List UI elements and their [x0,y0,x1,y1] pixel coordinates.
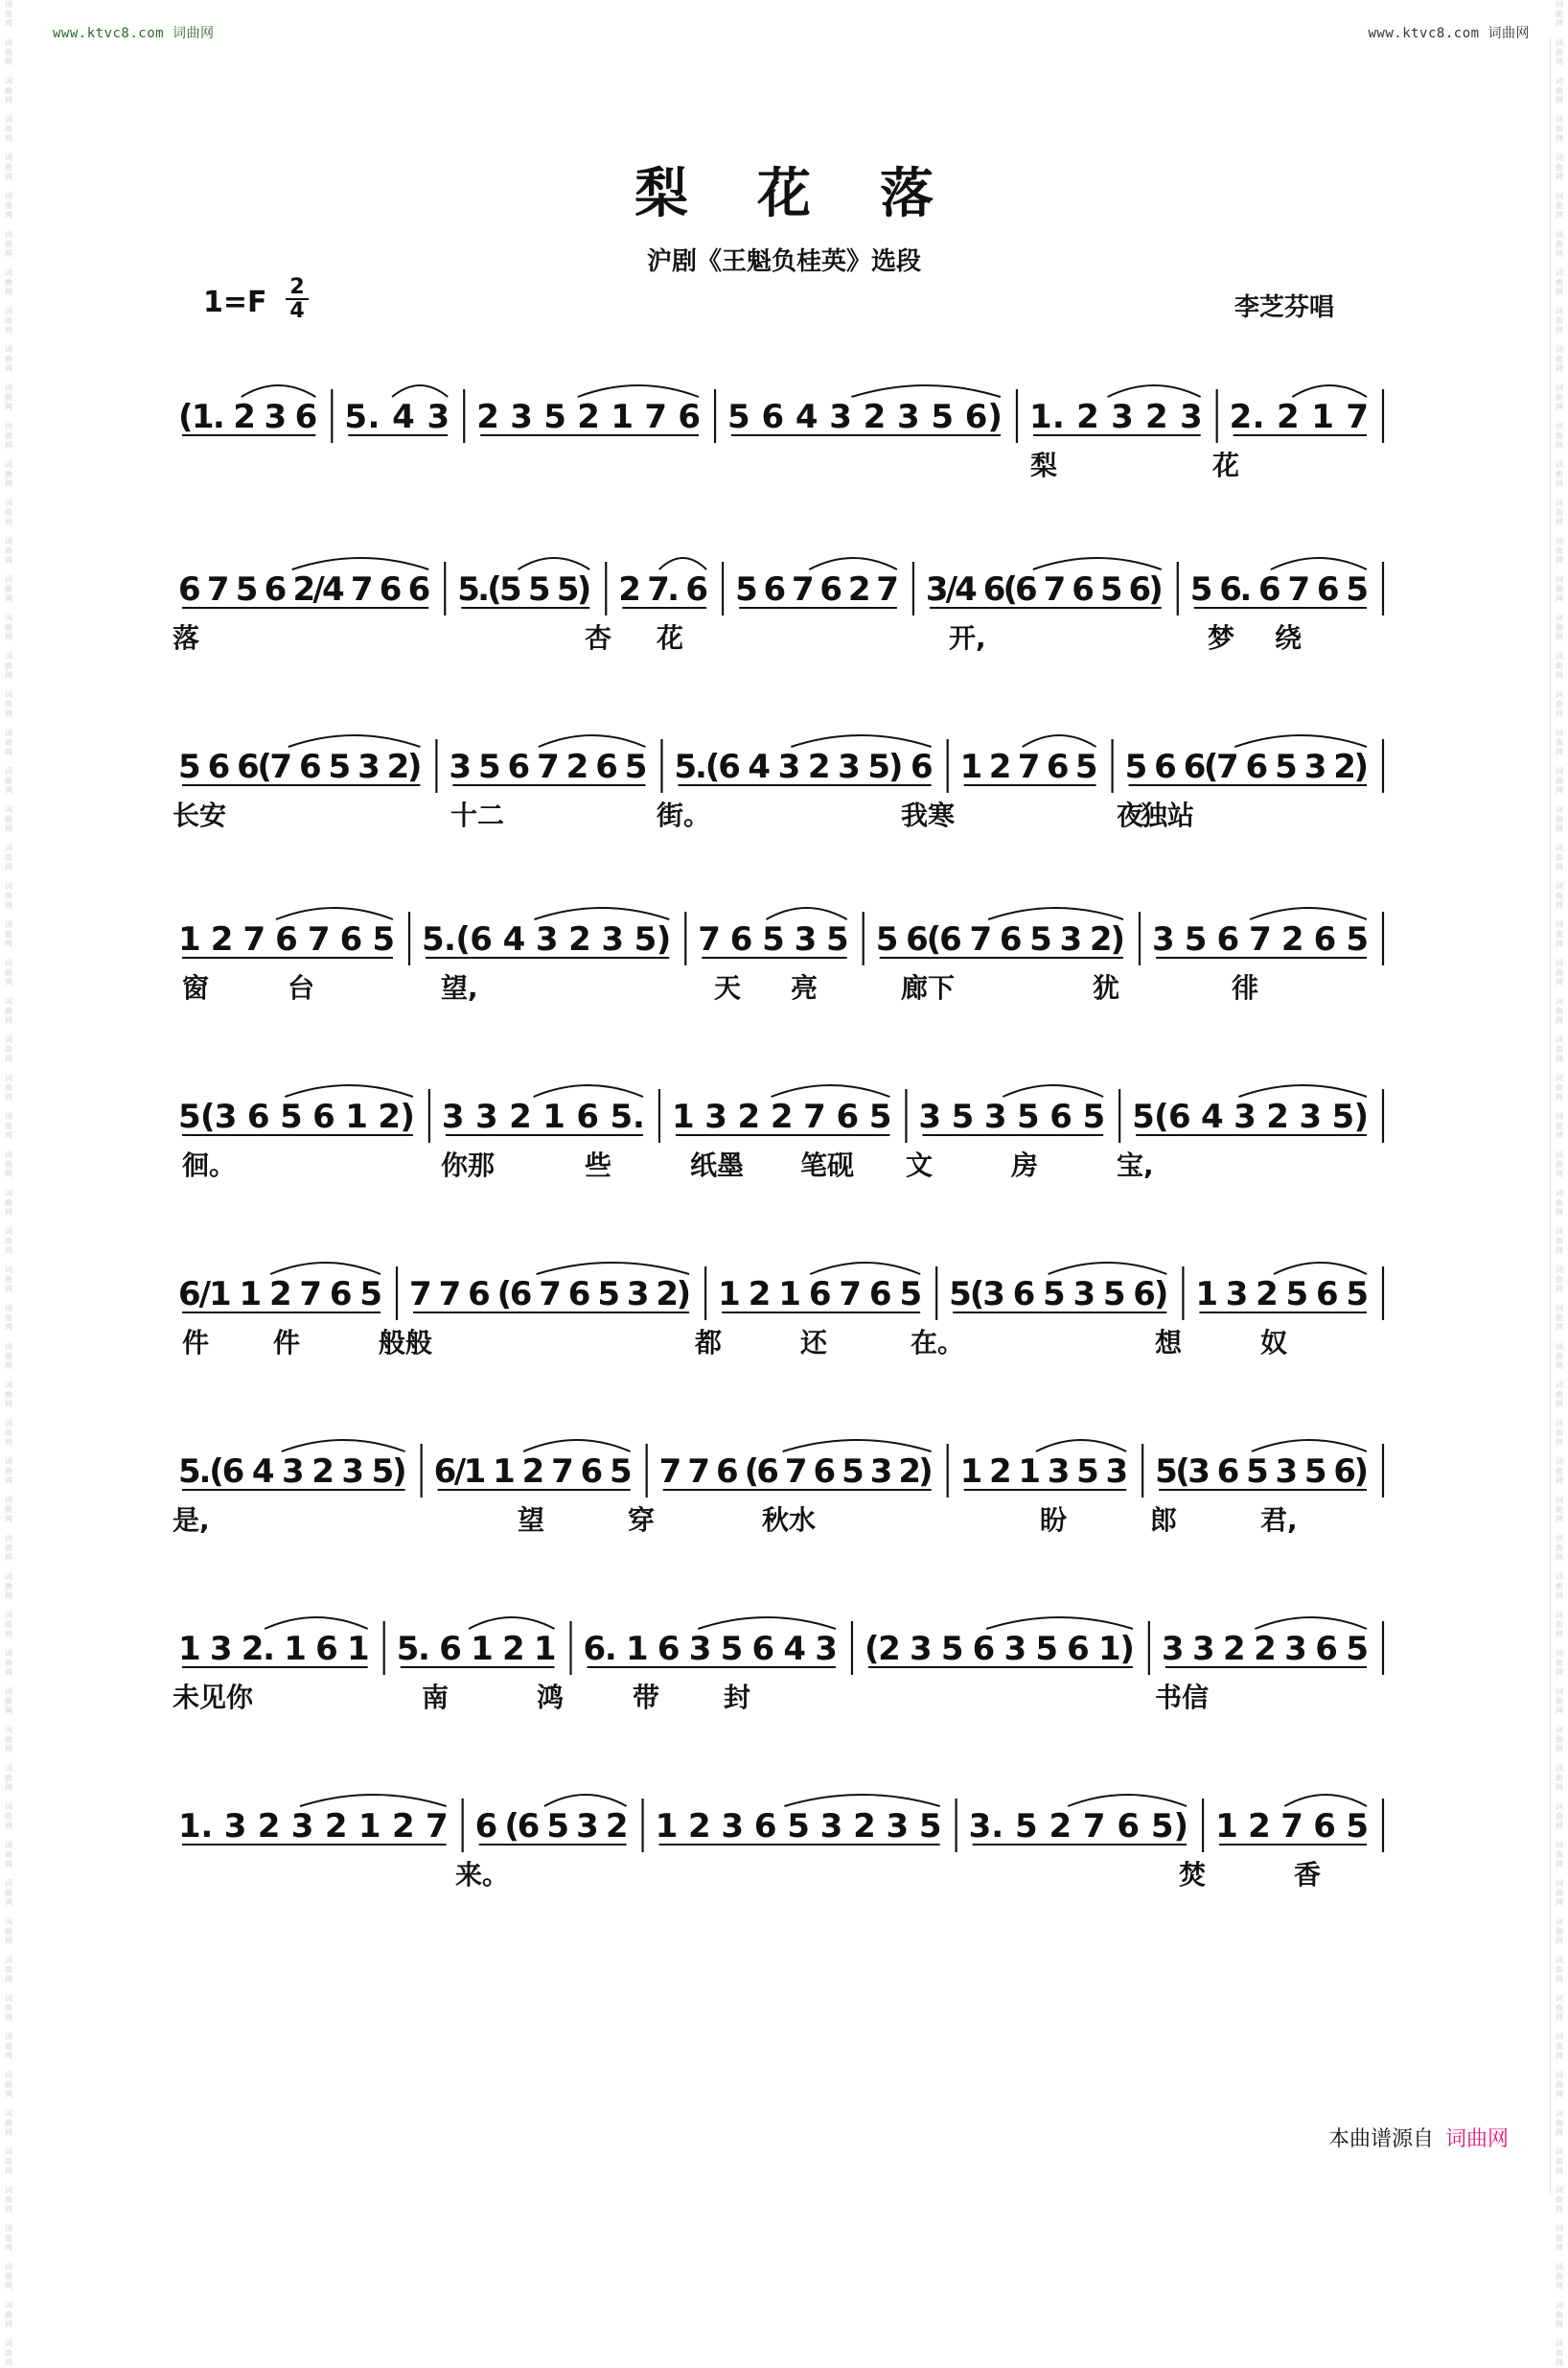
measure-notes: 5 6. 6 7 6 5 [1189,570,1369,609]
slur-mark [534,1085,643,1097]
slur-mark [1284,1795,1367,1806]
slur-mark [242,385,316,397]
key-signature: 1=F [203,286,267,319]
slur-mark [1292,385,1367,397]
lyrics-line [173,445,1390,483]
lyric-text: 书信 [1155,1682,1210,1713]
lyric-text: 望 [518,1504,545,1536]
lyric-text: 十二 [450,800,505,831]
measure-notes: 5(6 4 3 2 3 5) [1132,1098,1369,1136]
slur-mark [810,1263,920,1274]
measure-notes: 2. 2 1 7 [1229,398,1369,436]
measure-notes: 5.(6 4 3 2 3 5) [422,920,672,959]
measure-notes: 1 2 7 6 5 [959,748,1098,786]
measure-notes: 7 6 5 3 5 [698,920,849,959]
measure-notes: 5. 4 3 [344,398,450,436]
measure-notes: 2 3 5 2 1 7 6 [476,398,702,436]
measure-notes: 3 3 2 1 6 5. [441,1098,645,1136]
measure-notes: 3 5 6 7 2 6 5 [449,748,648,786]
meter-denominator: 4 [289,299,305,323]
staff-row [173,1783,1390,1927]
measure-notes: 5.(6 4 3 2 3 5) 6 [674,748,934,786]
staff-row [173,546,1390,690]
lyrics-line [173,795,1390,833]
measure-notes: 3 3 2 2 3 6 5 [1161,1630,1369,1668]
notation-line [173,1802,1390,1855]
slur-mark [1068,1795,1187,1806]
lyric-text: 我寒 [901,800,956,831]
lyrics-line [173,617,1390,656]
slur-mark [791,735,931,747]
lyrics-line [173,1677,1390,1715]
lyric-text: 杏 [585,622,612,654]
measure-notes: 1 2 7 6 5 [1215,1807,1369,1846]
site-watermark-right: www.ktvc8.com 词曲网 [1368,26,1530,41]
slur-mark [1023,735,1096,747]
slur-mark [659,558,706,569]
staff-row [173,1428,1390,1572]
measure-notes: 6. 1 6 3 5 6 4 3 [583,1630,838,1668]
slur-mark [519,558,590,569]
lyric-text: 梦 [1208,622,1235,654]
slur-mark [988,908,1123,919]
measure-notes: 6 7 5 6 2/4 7 6 6 [178,570,431,609]
song-title: 梨花落 [634,162,1003,225]
lyric-text: 花 [657,622,684,654]
measure-notes: 5. 6 1 2 1 [396,1630,557,1668]
slur-mark [544,1795,627,1806]
slur-mark [270,1263,380,1274]
slur-mark [1108,385,1201,397]
measure-notes: 5 6(6 7 6 5 3 2) [875,920,1125,959]
lyric-text: 般般 [379,1327,433,1358]
lyric-text: 窗 [182,972,210,1004]
measure-notes: 1 2 7 6 7 6 5 [178,920,395,959]
notation-line [173,1093,1390,1146]
notation-line [173,1270,1390,1323]
lyric-text: 奴 [1260,1327,1288,1358]
lyric-text: 盼 [1040,1504,1068,1536]
slur-mark [1252,1440,1367,1451]
lyric-text: 廊下 [901,972,956,1004]
slur-mark [292,558,428,569]
measure-notes: 1 2 1 6 7 6 5 [718,1275,923,1313]
lyric-text: 带 [633,1682,660,1713]
slur-mark [537,1263,689,1274]
lyrics-line [173,1145,1390,1183]
lyric-text: 开, [949,622,986,654]
slur-mark [276,908,393,919]
slur-mark [288,735,421,747]
lyric-text: 焚 [1179,1859,1207,1891]
staff-row [173,896,1390,1040]
lyric-text: 件 [273,1327,301,1358]
slur-mark [285,1085,412,1097]
notation-line [173,916,1390,968]
lyric-text: 还 [800,1327,828,1358]
slur-mark [578,385,699,397]
slur-mark [1049,1263,1167,1274]
lyric-text: 纸墨 [690,1149,745,1181]
lyric-text: 南 [422,1682,450,1713]
source-brand: 词曲网 [1444,2127,1509,2151]
lyric-text: 鸿 [537,1682,565,1713]
notation-line [173,566,1390,618]
slur-mark [1274,1263,1367,1274]
lyric-text: 徘 [1232,972,1259,1004]
measure-notes: 2 7. 6 [618,570,709,609]
staff-row [173,724,1390,868]
slur-mark [1239,1085,1367,1097]
slur-mark [282,1440,405,1451]
lyric-text: 笔砚 [800,1149,855,1181]
lyrics-line [173,1854,1390,1892]
lyric-text: 在。 [911,1327,965,1358]
lyric-text: 秋水 [762,1504,817,1536]
slur-mark [534,908,669,919]
slur-mark [784,1795,939,1806]
measure-notes: 6/1 1 2 7 6 5 [433,1452,633,1491]
lyric-text: 徊。 [182,1149,237,1181]
lyric-text: 君, [1260,1504,1298,1536]
measure-notes: 5.(6 4 3 2 3 5) [178,1452,407,1491]
lyric-text: 房 [1011,1149,1039,1181]
lyric-text: 件 [182,1327,210,1358]
staff-row [173,1606,1390,1750]
lyric-text: 些 [585,1149,612,1181]
measure-notes: 1 3 2. 1 6 1 [178,1630,370,1668]
lyric-text: 独站 [1141,800,1195,831]
lyric-text: 郎 [1150,1504,1178,1536]
slur-mark [1250,908,1367,919]
lyric-text: 都 [695,1327,723,1358]
slur-mark [539,735,646,747]
lyric-text: 望, [441,972,478,1004]
measure-notes: 5(3 6 5 6 1 2) [178,1098,415,1136]
lyric-text: 梨 [1030,450,1058,481]
slur-mark [523,1440,631,1451]
lyric-text: 封 [724,1682,751,1713]
site-watermark-left: www.ktvc8.com 词曲网 [53,26,215,41]
measure-notes: 3 5 3 5 6 5 [918,1098,1106,1136]
slur-mark [265,1617,368,1629]
lyric-text: 台 [288,972,315,1004]
side-watermark-right: 词 曲 网 词 曲 网 词 曲 网 词 曲 网 词 曲 网 词 曲 网 词 曲 网 词 曲 网 词 曲 网 词 曲 网 词 曲 网 词 曲 网 词 曲 网 词 曲 网 词 曲 网 词 曲 网 词 曲 网 词 曲 网 词 曲 网 词 曲 网 词 曲 网 词 曲 网 词 曲 网 词 曲 网 词 曲 网 词 曲 网 词 曲 网 词 曲 网 词 曲 网 词 曲 网 词 曲 网 词 曲 网 词 曲 网 词 曲 网 词 曲 网 词 曲 网 词 曲 网 词 曲 网 词 曲 网 词 曲 网 词 曲 网 词 曲 网 词 曲 网 词 曲 网 词 曲 网 词 曲 网 词 曲 网 词 曲 网 词 曲 网 词 曲 网 词 曲 网 词 曲 网 词 曲 网 词 曲 网 词 曲 网 词 曲 网 词 曲 网 词 曲 网 词 曲 网 词 曲 网 词 曲 网 词 曲 网 [1556,0,1563,2367]
lyric-text: 来。 [455,1859,510,1891]
staff-row [173,1074,1390,1218]
slur-mark [1036,1440,1126,1451]
measure-notes: 5 6 6(7 6 5 3 2) [1124,748,1369,786]
notation-line [173,743,1390,796]
slur-mark [1033,558,1162,569]
staff-row [173,374,1390,518]
lyric-text: 花 [1212,450,1240,481]
measure-notes: 5 6 4 3 2 3 5 6) [727,398,1003,436]
lyric-text: 天 [714,972,742,1004]
source-label: 本曲谱源自 [1327,2127,1434,2151]
slur-mark [392,385,448,397]
singer-credit: 李芝芬唱 [1234,293,1335,322]
lyric-text: 想 [1155,1327,1183,1358]
slur-mark [469,1617,554,1629]
measure-notes: 3 5 6 7 2 6 5 [1152,920,1369,959]
slur-mark [300,1795,447,1806]
slur-mark [698,1617,836,1629]
notation-line [173,393,1390,446]
time-signature [286,276,309,322]
slur-mark [766,908,846,919]
side-watermark-left: 词 曲 网 词 曲 网 词 曲 网 词 曲 网 词 曲 网 词 曲 网 词 曲 网 词 曲 网 词 曲 网 词 曲 网 词 曲 网 词 曲 网 词 曲 网 词 曲 网 词 曲 网 词 曲 网 词 曲 网 词 曲 网 词 曲 网 词 曲 网 词 曲 网 词 曲 网 词 曲 网 词 曲 网 词 曲 网 词 曲 网 词 曲 网 词 曲 网 词 曲 网 词 曲 网 词 曲 网 词 曲 网 词 曲 网 词 曲 网 词 曲 网 词 曲 网 词 曲 网 词 曲 网 词 曲 网 词 曲 网 词 曲 网 词 曲 网 词 曲 网 词 曲 网 词 曲 网 词 曲 网 词 曲 网 词 曲 网 词 曲 网 词 曲 网 词 曲 网 词 曲 网 词 曲 网 词 曲 网 词 曲 网 词 曲 网 词 曲 网 词 曲 网 词 曲 网 词 曲 网 词 曲 网 词 曲 网 [5,0,12,2367]
lyric-text: 你那 [441,1149,496,1181]
page-edge-rule [1550,38,1551,2195]
lyric-text: 是, [173,1504,210,1536]
staff-row [173,1251,1390,1395]
lyrics-line [173,1499,1390,1538]
measure-notes: (2 3 5 6 3 5 6 1) [864,1630,1135,1668]
measure-notes: 5(3 6 5 3 5 6) [1155,1452,1369,1491]
slur-mark [1255,1617,1367,1629]
lyric-text: 长安 [173,800,227,831]
lyric-text: 穿 [628,1504,656,1536]
measure-notes: 1. 3 2 3 2 1 2 7 [178,1807,449,1846]
measure-notes: 1 2 3 6 5 3 2 3 5 [655,1807,942,1846]
measure-notes: (1. 2 3 6 [178,398,318,436]
notation-line [173,1625,1390,1678]
measure-notes: 6 (6 5 3 2 [474,1807,629,1846]
lyric-text: 夜 [1117,800,1144,831]
measure-notes: 3/4 6(6 7 6 5 6) [925,570,1164,609]
lyric-text: 亮 [791,972,819,1004]
song-subtitle: 沪剧《王魁负桂英》选段 [646,247,921,276]
measure-notes: 7 7 6 (6 7 6 5 3 2) [409,1275,692,1313]
measure-notes: 6/1 1 2 7 6 5 [178,1275,383,1313]
measure-notes: 1. 2 3 2 3 [1028,398,1203,436]
slur-mark [772,1085,890,1097]
slur-mark [1003,1085,1103,1097]
lyric-text: 落 [173,622,200,654]
measure-notes: 1 3 2 2 7 6 5 [671,1098,892,1136]
measure-notes: 5.(5 5 5) [457,570,592,609]
slur-mark [986,1617,1133,1629]
measure-notes: 1 3 2 5 6 5 [1195,1275,1369,1313]
lyric-text: 未见你 [173,1682,254,1713]
lyric-text: 街。 [657,800,711,831]
measure-notes: 3. 5 2 7 6 5) [968,1807,1189,1846]
measure-notes: 7 7 6 (6 7 6 5 3 2) [658,1452,934,1491]
measure-notes: 5(3 6 5 3 5 6) [949,1275,1169,1313]
lyrics-line [173,1322,1390,1360]
slur-mark [809,558,897,569]
lyric-text: 文 [906,1149,934,1181]
notation-line [173,1448,1390,1500]
slur-mark [783,1440,932,1451]
slur-mark [1271,558,1367,569]
measure-notes: 5 6 6(7 6 5 3 2) [178,748,423,786]
lyric-text: 犹 [1093,972,1120,1004]
lyric-text: 宝, [1117,1149,1154,1181]
slur-mark [851,385,1001,397]
source-credit [1328,2123,1509,2152]
measure-notes: 1 2 1 3 5 3 [959,1452,1129,1491]
measure-notes: 5 6 7 6 2 7 [735,570,899,609]
lyric-text: 绕 [1275,622,1303,654]
lyric-text: 香 [1294,1859,1322,1891]
lyrics-line [173,967,1390,1006]
slur-mark [1234,735,1367,747]
meter-numerator: 2 [286,276,309,300]
